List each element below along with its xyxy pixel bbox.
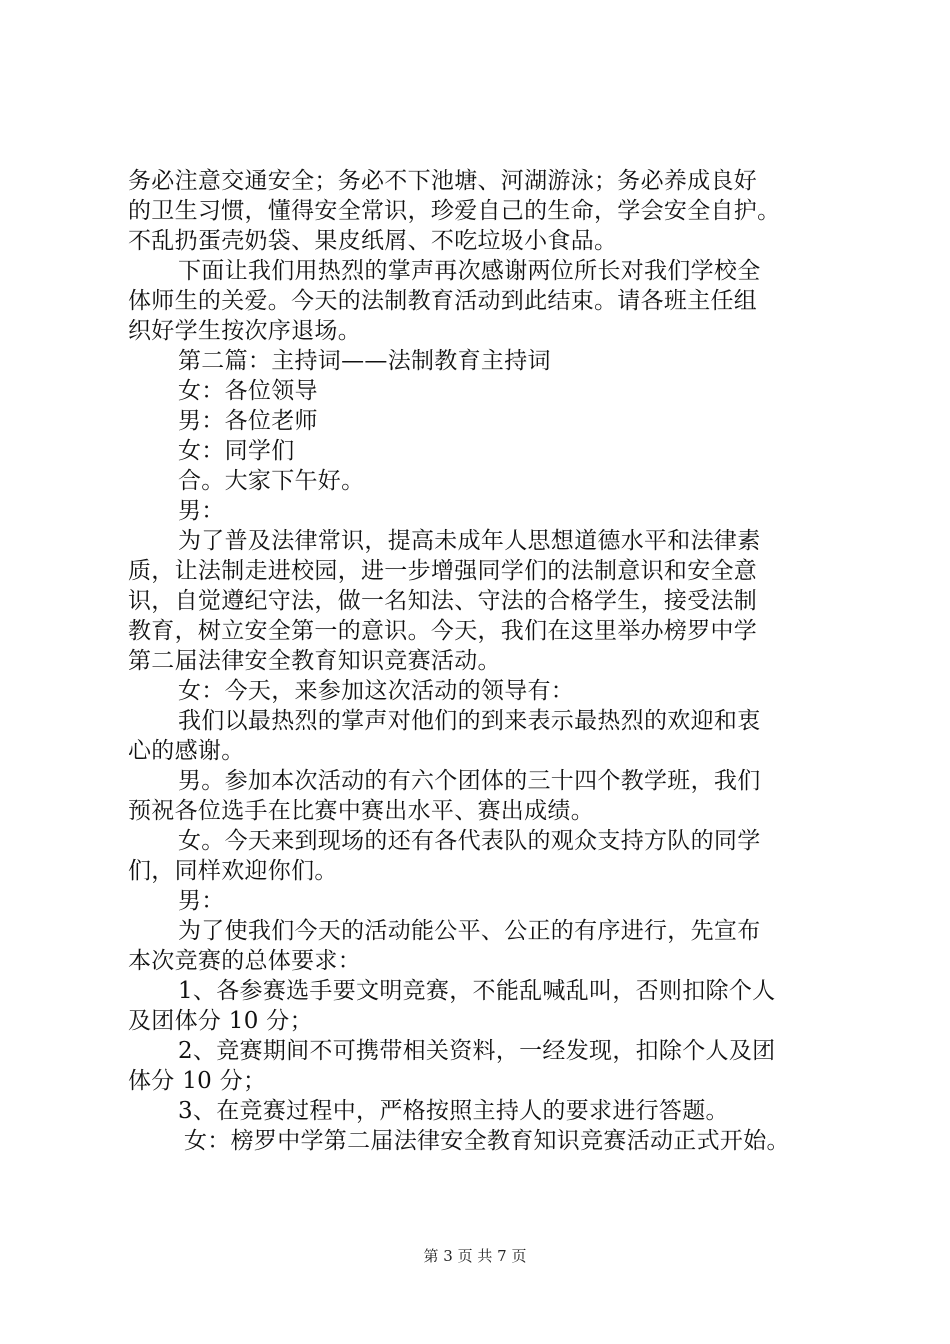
text-line: 体师生的关爱。今天的法制教育活动到此结束。请各班主任组 — [128, 288, 758, 314]
text-line: 女：今天，来参加这次活动的领导有： — [178, 678, 575, 704]
page-number-footer: 第 3 页 共 7 页 — [423, 1247, 527, 1265]
text-line: 我们以最热烈的掌声对他们的到来表示最热烈的欢迎和衷 — [178, 708, 761, 734]
text-line: 及团体分 10 分； — [128, 1008, 313, 1034]
text-line: 不乱扔蛋壳奶袋、果皮纸屑、不吃垃圾小食品。 — [128, 228, 618, 254]
section-heading: 第二篇：主持词——法制教育主持词 — [178, 348, 551, 374]
text-line: 教育，树立安全第一的意识。今天，我们在这里举办榜罗中学 — [128, 618, 758, 644]
text-line: 务必注意交通安全；务必不下池塘、河湖游泳；务必养成良好 — [128, 168, 758, 194]
text-line: 预祝各位选手在比赛中赛出水平、赛出成绩。 — [128, 798, 594, 824]
list-item: 1、各参赛选手要文明竞赛，不能乱喊乱叫，否则扣除个人 — [178, 978, 776, 1004]
text-line: 第二届法律安全教育知识竞赛活动。 — [128, 648, 501, 674]
text-line: 女：各位领导 — [178, 378, 318, 404]
text-line: 心的感谢。 — [128, 738, 245, 764]
text-line: 女。今天来到现场的还有各代表队的观众支持方队的同学 — [178, 828, 761, 854]
text-line: 为了使我们今天的活动能公平、公正的有序进行，先宣布 — [178, 918, 761, 944]
text-line: 女：同学们 — [178, 438, 295, 464]
text-line: 男： — [178, 888, 225, 914]
text-line: 男：各位老师 — [178, 408, 318, 434]
text-line: 合。大家下午好。 — [178, 468, 365, 494]
list-item: 2、竞赛期间不可携带相关资料，一经发现，扣除个人及团 — [178, 1038, 776, 1064]
text-line: 的卫生习惯，懂得安全常识，珍爱自己的生命，学会安全自护。 — [128, 198, 781, 224]
text-line: 织好学生按次序退场。 — [128, 318, 361, 344]
text-line: 质，让法制走进校园，进一步增强同学们的法制意识和安全意 — [128, 558, 758, 584]
text-line: 本次竞赛的总体要求： — [128, 948, 361, 974]
text-line: 们，同样欢迎你们。 — [128, 858, 338, 884]
text-line: 男。参加本次活动的有六个团体的三十四个教学班，我们 — [178, 768, 761, 794]
text-line: 识，自觉遵纪守法，做一名知法、守法的合格学生，接受法制 — [128, 588, 758, 614]
text-line: 下面让我们用热烈的掌声再次感谢两位所长对我们学校全 — [178, 258, 761, 284]
list-item: 3、在竞赛过程中，严格按照主持人的要求进行答题。 — [178, 1098, 729, 1124]
text-line: 男： — [178, 498, 225, 524]
text-line: 女：榜罗中学第二届法律安全教育知识竞赛活动正式开始。 — [184, 1128, 790, 1154]
text-line: 体分 10 分； — [128, 1068, 267, 1094]
document-body — [128, 166, 840, 1156]
text-line: 为了普及法律常识，提高未成年人思想道德水平和法律素 — [178, 528, 761, 554]
